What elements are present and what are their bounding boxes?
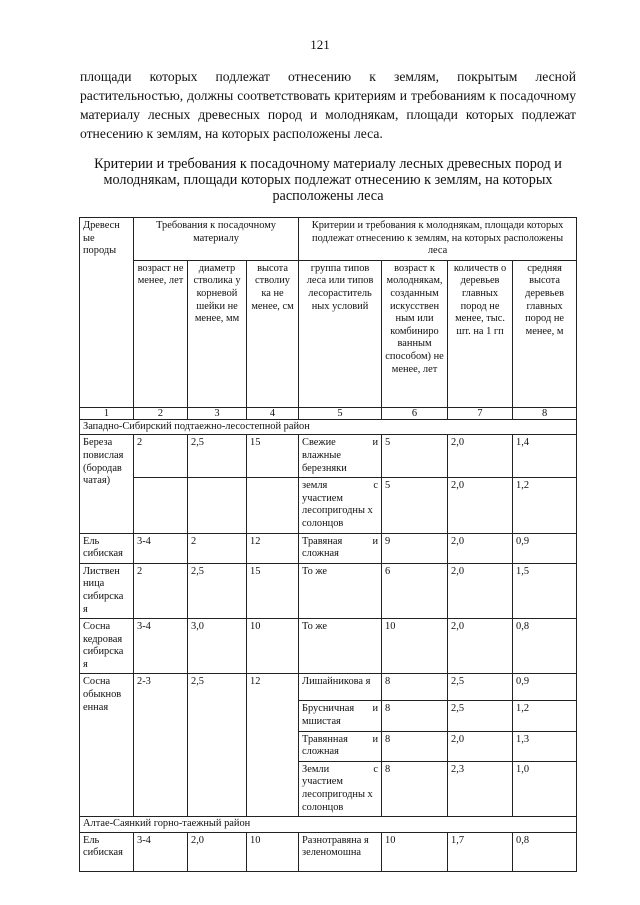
diameter-cell: 2,5 (188, 563, 247, 618)
forest-type-cell: То же (299, 563, 382, 618)
young-age-cell: 8 (382, 731, 448, 761)
table-row (80, 478, 577, 533)
diameter-cell: 2,5 (188, 674, 247, 817)
body-paragraph: площади которых подлежат отнесению к землям, покрытым лесной растительностью, должны соответствовать критериям и требованиям к посадочному материалу лесных древесных пород и молоднякам, площади которых подлежат отнесению к землям, на которых расположены леса. (80, 69, 576, 141)
header-row-group (80, 218, 577, 261)
region-row (80, 419, 577, 435)
header-diameter: диаметр стволика у корневой шейки не менее, мм (188, 260, 247, 407)
species-cell: Ель сибиская (80, 832, 134, 871)
trees-count-cell: 2,0 (448, 435, 513, 478)
mean-height-cell: 1,0 (513, 761, 577, 816)
col-number: 7 (448, 407, 513, 419)
young-age-cell: 10 (382, 619, 448, 674)
mean-height-cell: 0,8 (513, 619, 577, 674)
region-west-siberian: Западно-Сибирский подтаежно-лесостепной район (80, 419, 577, 435)
height-cell: 10 (247, 619, 299, 674)
empty-cell (188, 478, 247, 533)
header-young-stands: Критерии и требования к молоднякам, площади которых подлежат отнесению к землям, на которых расположены леса (299, 218, 577, 261)
forest-type-cell: Травянная и сложная (299, 731, 382, 761)
trees-count-cell: 2,0 (448, 533, 513, 563)
trees-count-cell: 2,5 (448, 674, 513, 701)
diameter-cell: 2,5 (188, 435, 247, 478)
species-cell: Береза повислая (бородав чатая) (80, 435, 134, 533)
forest-type-cell: Лишайникова я (299, 674, 382, 701)
height-cell: 12 (247, 533, 299, 563)
table-title: Критерии и требования к посадочному материалу лесных древесных пород и молоднякам, площади которых подлежат отнесению к землям, на которых расположены леса (94, 156, 562, 204)
trees-count-cell: 2,0 (448, 563, 513, 618)
young-age-cell: 6 (382, 563, 448, 618)
criteria-table (79, 217, 577, 872)
col-number: 6 (382, 407, 448, 419)
header-mean-height: средняя высота деревьев главных пород не менее, м (513, 260, 577, 407)
table-row (80, 832, 577, 871)
young-age-cell: 5 (382, 435, 448, 478)
col-number: 1 (80, 407, 134, 419)
col-number: 4 (247, 407, 299, 419)
species-cell: Листвен ница сибирска я (80, 563, 134, 618)
trees-count-cell: 2,3 (448, 761, 513, 816)
col-number: 3 (188, 407, 247, 419)
header-height: высота стволиу ка не менее, см (247, 260, 299, 407)
height-cell: 15 (247, 563, 299, 618)
col-number: 5 (299, 407, 382, 419)
trees-count-cell: 1,7 (448, 832, 513, 871)
region-row (80, 817, 577, 833)
header-planting-material: Требования к посадочному материалу (134, 218, 299, 261)
empty-cell (134, 478, 188, 533)
species-cell: Сосна кедровая сибирска я (80, 619, 134, 674)
young-age-cell: 9 (382, 533, 448, 563)
age-cell: 2 (134, 563, 188, 618)
mean-height-cell: 0,9 (513, 674, 577, 701)
forest-type-cell: Брусничная и мшистая (299, 701, 382, 731)
trees-count-cell: 2,0 (448, 478, 513, 533)
col-number: 2 (134, 407, 188, 419)
forest-type-cell: Земли с участием лесопригодны х солонцов (299, 761, 382, 816)
forest-type-cell: земля с участием лесопригодны х солонцов (299, 478, 382, 533)
forest-type-cell: То же (299, 619, 382, 674)
diameter-cell: 2,0 (188, 832, 247, 871)
empty-cell (247, 478, 299, 533)
forest-type-cell: Разнотравяна я зеленомошна (299, 832, 382, 871)
mean-height-cell: 0,9 (513, 533, 577, 563)
header-trees-count: количеств о деревьев главных пород не менее, тыс. шт. на 1 гп (448, 260, 513, 407)
young-age-cell: 5 (382, 478, 448, 533)
mean-height-cell: 1,2 (513, 478, 577, 533)
age-cell: 2-3 (134, 674, 188, 817)
col-number: 8 (513, 407, 577, 419)
mean-height-cell: 1,3 (513, 731, 577, 761)
trees-count-cell: 2,0 (448, 731, 513, 761)
young-age-cell: 8 (382, 674, 448, 701)
table-row (80, 619, 577, 674)
young-age-cell: 8 (382, 701, 448, 731)
table-row (80, 435, 577, 478)
page-number: 121 (310, 37, 330, 52)
height-cell: 15 (247, 435, 299, 478)
age-cell: 3-4 (134, 619, 188, 674)
height-cell: 10 (247, 832, 299, 871)
trees-count-cell: 2,5 (448, 701, 513, 731)
age-cell: 2 (134, 435, 188, 478)
diameter-cell: 3,0 (188, 619, 247, 674)
species-cell: Сосна обыкнов енная (80, 674, 134, 817)
age-cell: 3-4 (134, 533, 188, 563)
table-row (80, 674, 577, 701)
forest-type-cell: Свежие и влажные березняки (299, 435, 382, 478)
region-altai-sayan: Алтае-Саянкий горно-таежный район (80, 817, 577, 833)
header-forest-type: группа типов леса или типов лесораститель ных условий (299, 260, 382, 407)
height-cell: 12 (247, 674, 299, 817)
diameter-cell: 2 (188, 533, 247, 563)
species-cell: Ель сибиская (80, 533, 134, 563)
mean-height-cell: 1,5 (513, 563, 577, 618)
mean-height-cell: 0,8 (513, 832, 577, 871)
table-row (80, 533, 577, 563)
mean-height-cell: 1,2 (513, 701, 577, 731)
mean-height-cell: 1,4 (513, 435, 577, 478)
header-young-age: возраст к молоднякам, созданным искусствен ным или комбиниро ванным способом) не менее, лет (382, 260, 448, 407)
trees-count-cell: 2,0 (448, 619, 513, 674)
table-row (80, 563, 577, 618)
forest-type-cell: Травяная и сложная (299, 533, 382, 563)
age-cell: 3-4 (134, 832, 188, 871)
header-species: Древесн ые породы (80, 218, 134, 408)
young-age-cell: 10 (382, 832, 448, 871)
young-age-cell: 8 (382, 761, 448, 816)
column-numbers-row (80, 407, 577, 419)
header-age: возраст не менее, лет (134, 260, 188, 407)
header-row-sub (80, 260, 577, 407)
